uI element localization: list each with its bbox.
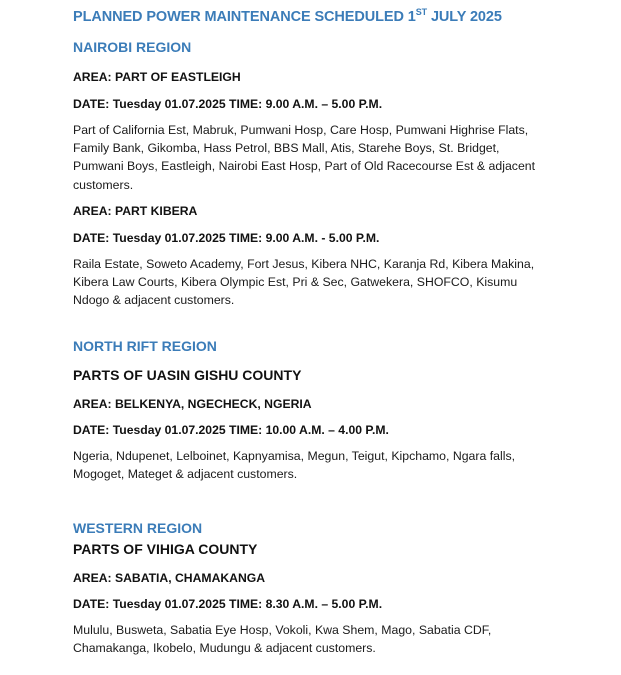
region-heading-north-rift: NORTH RIFT REGION <box>73 338 217 354</box>
area-belkenya: AREA: BELKENYA, NGECHECK, NGERIA <box>73 397 312 411</box>
date-sabatia: DATE: Tuesday 01.07.2025 TIME: 8.30 A.M. – 5.00 P.M. <box>73 597 383 611</box>
locations-eastleigh: Part of California Est, Mabruk, Pumwani Hosp, Care Hosp, Pumwani Highrise Flats, Family Bank, Gikomba, Hass Petrol, BBS Mall, Atis, Starehe Boys, St. Bridget, Pumwani Boys, Eastleigh, Nairobi East Hosp, Part of Old Racecourse Est & adjacent customers. <box>73 123 536 192</box>
region-heading-western: WESTERN REGION <box>73 520 203 536</box>
date-eastleigh: DATE: Tuesday 01.07.2025 TIME: 9.00 A.M. – 5.00 P.M. <box>73 97 383 111</box>
locations-sabatia: Mululu, Busweta, Sabatia Eye Hosp, Vokoli, Kwa Shem, Mago, Sabatia CDF, Chamakanga, Ikobelo, Mudungu & adjacent customers. <box>73 623 492 656</box>
date-kibera: DATE: Tuesday 01.07.2025 TIME: 9.00 A.M. - 5.00 P.M. <box>73 231 380 245</box>
county-uasin-gishu: PARTS OF UASIN GISHU COUNTY <box>73 367 302 383</box>
region-heading-nairobi: NAIROBI REGION <box>73 39 192 55</box>
title-end: JULY 2025 <box>427 9 502 25</box>
title-superscript: ST <box>415 7 428 17</box>
locations-belkenya: Ngeria, Ndupenet, Lelboinet, Kapnyamisa, Megun, Teigut, Kipchamo, Ngara falls, Mogoget, Mateget & adjacent customers. <box>73 449 516 482</box>
title-main: PLANNED POWER MAINTENANCE SCHEDULED 1 <box>73 9 416 25</box>
area-sabatia: AREA: SABATIA, CHAMAKANGA <box>73 571 266 585</box>
area-eastleigh: AREA: PART OF EASTLEIGH <box>73 70 241 84</box>
document-title <box>73 9 502 25</box>
date-belkenya: DATE: Tuesday 01.07.2025 TIME: 10.00 A.M. – 4.00 P.M. <box>73 423 389 437</box>
locations-kibera: Raila Estate, Soweto Academy, Fort Jesus, Kibera NHC, Karanja Rd, Kibera Makina, Kibera Law Courts, Kibera Olympic Est, Pri & Sec, Gatwekera, SHOFCO, Kisumu Ndogo & adjacent customers. <box>73 257 535 308</box>
county-vihiga: PARTS OF VIHIGA COUNTY <box>73 541 258 557</box>
area-kibera: AREA: PART KIBERA <box>73 204 198 218</box>
